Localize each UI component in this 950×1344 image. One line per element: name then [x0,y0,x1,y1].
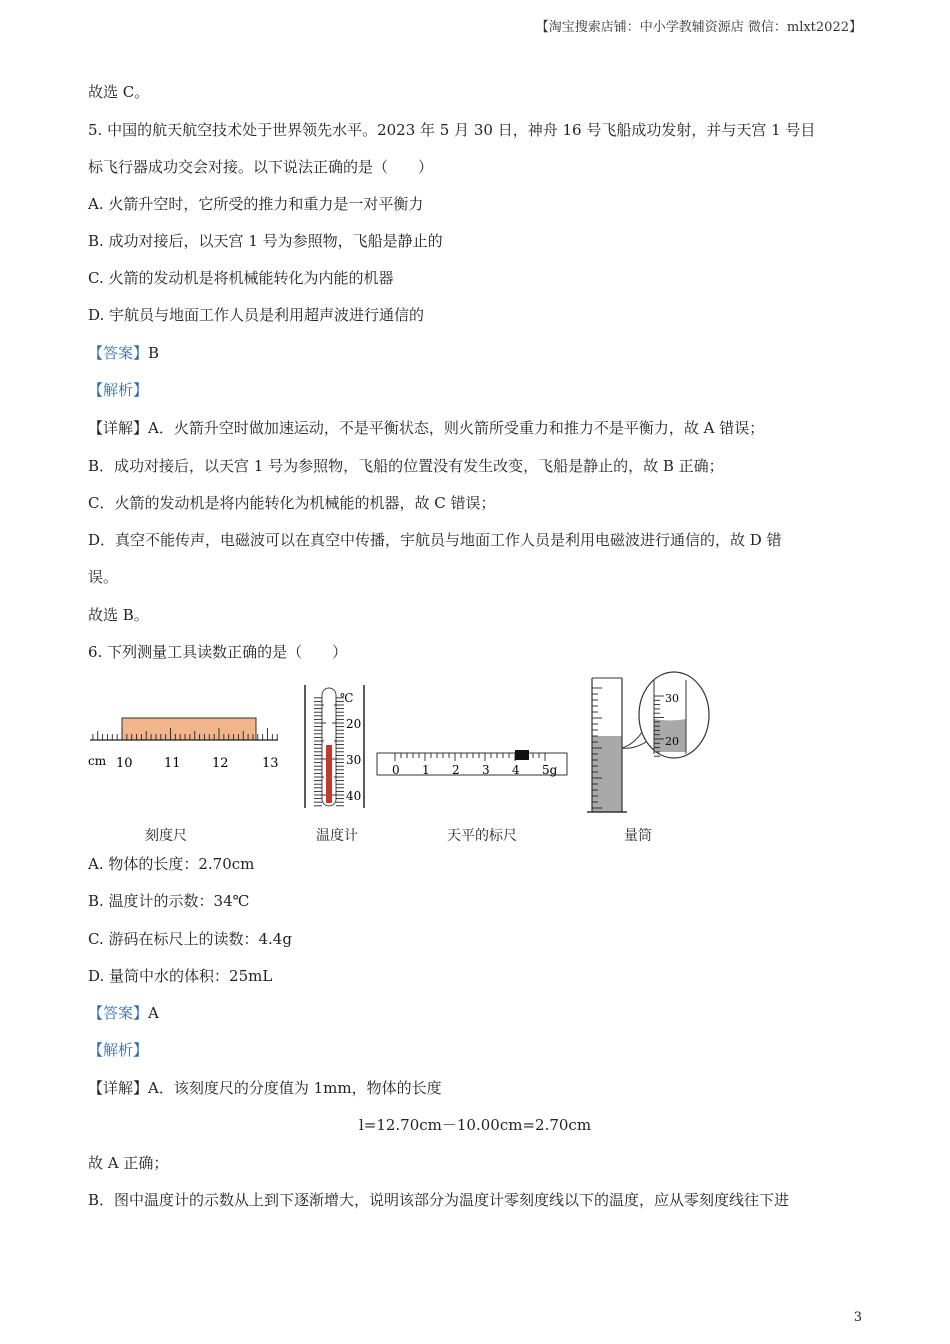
option-b: B. 温度计的示数：34℃ [88,892,250,910]
detail-label: 【详解】 [88,419,149,437]
explanation-line [88,418,764,438]
balance-tick-label: 1 [422,763,430,777]
page-number: 3 [853,1310,862,1325]
thermometer-tick-label: 40 [346,789,362,803]
detail-text: A．火箭升空时做加速运动，不是平衡状态，则火箭所受重力和推力不是平衡力，故 A 错误； [148,419,765,437]
text-line: 故选 B。 [88,606,149,624]
balance-tick-label: 3 [482,763,490,777]
text-line: 故选 C。 [88,83,150,101]
question-6-stem: 6. 下列测量工具读数正确的是（ ） [88,643,348,661]
cylinder-water [592,736,622,812]
thermometer-figure [305,685,364,808]
cylinder-tick-label: 20 [665,735,679,748]
ruler-tick-label: 10 [116,756,133,771]
balance-tick-label: 5g [542,763,558,777]
balance-tick-label: 4 [512,763,520,777]
balance-caption: 天平的标尺 [447,828,517,844]
answer-line [88,343,159,363]
measured-object [122,718,256,740]
option-d: D. 量筒中水的体积：25mL [88,967,273,985]
option-a: A. 火箭升空时，它所受的推力和重力是一对平衡力 [88,195,424,213]
mercury-column [326,745,332,803]
explanation-line [88,1078,442,1098]
graduated-cylinder-figure [587,672,709,812]
thermometer-caption: 温度计 [316,828,358,844]
cylinder-caption: 量筒 [624,828,652,844]
option-c: C. 游码在标尺上的读数：4.4g [88,930,292,948]
explanation-line: 误。 [88,568,119,586]
answer-line [88,1003,159,1023]
explanation-line: 故 A 正确； [88,1154,169,1172]
measurement-tools-figure [0,670,950,820]
cylinder-tick-label: 30 [665,692,679,705]
explanation-line: B．图中温度计的示数从上到下逐渐增大，说明该部分为温度计零刻度线以下的温度，应从零刻度线往下进 [88,1191,790,1209]
balance-scale-figure [377,750,567,777]
ruler-tick-label: 11 [164,756,181,771]
analysis-label: 【解析】 [88,381,149,399]
explanation-line: C．火箭的发动机是将内能转化为机械能的机器，故 C 错误； [88,494,496,512]
rider-weight [515,750,529,760]
balance-tick-label: 2 [452,763,460,777]
question-5-stem: 5. 中国的航天航空技术处于世界领先水平。2023 年 5 月 30 日，神舟 16 号飞船成功发射，并与天宫 1 号目 [88,121,816,139]
explanation-line: D．真空不能传声，电磁波可以在真空中传播，宇航员与地面工作人员是利用电磁波进行通信的，故 D 错 [88,531,782,549]
ruler-unit: cm [88,754,107,768]
thermometer-tick-label: 30 [346,753,362,767]
option-a: A. 物体的长度：2.70cm [88,855,255,873]
option-c: C. 火箭的发动机是将机械能转化为内能的机器 [88,269,394,287]
answer-value: A [148,1004,159,1022]
ruler-caption: 刻度尺 [145,828,187,844]
formula: l=12.70cm－10.00cm=2.70cm [358,1116,592,1134]
detail-label: 【详解】 [88,1079,149,1097]
option-b: B. 成功对接后，以天宫 1 号为参照物，飞船是静止的 [88,232,443,250]
thermometer-tick-label: 20 [346,717,362,731]
detail-text: A．该刻度尺的分度值为 1mm，物体的长度 [148,1079,442,1097]
ruler-tick-label: 12 [212,756,229,771]
question-5-stem: 标飞行器成功交会对接。以下说法正确的是（ ） [88,158,434,176]
page-header: 【淘宝搜索店铺：中小学教辅资源店 微信：mlxt2022】 [535,20,862,35]
balance-tick-label: 0 [392,763,400,777]
option-d: D. 宇航员与地面工作人员是利用超声波进行通信的 [88,306,425,324]
ruler-figure [88,718,279,771]
answer-label: 【答案】 [88,1004,149,1022]
explanation-line: B．成功对接后，以天宫 1 号为参照物，飞船的位置没有发生改变，飞船是静止的，故 B 正确； [88,457,724,475]
ruler-tick-label: 13 [262,756,279,771]
thermometer-unit: ℃ [340,691,354,705]
answer-label: 【答案】 [88,344,149,362]
answer-value: B [148,344,160,362]
analysis-label: 【解析】 [88,1041,149,1059]
